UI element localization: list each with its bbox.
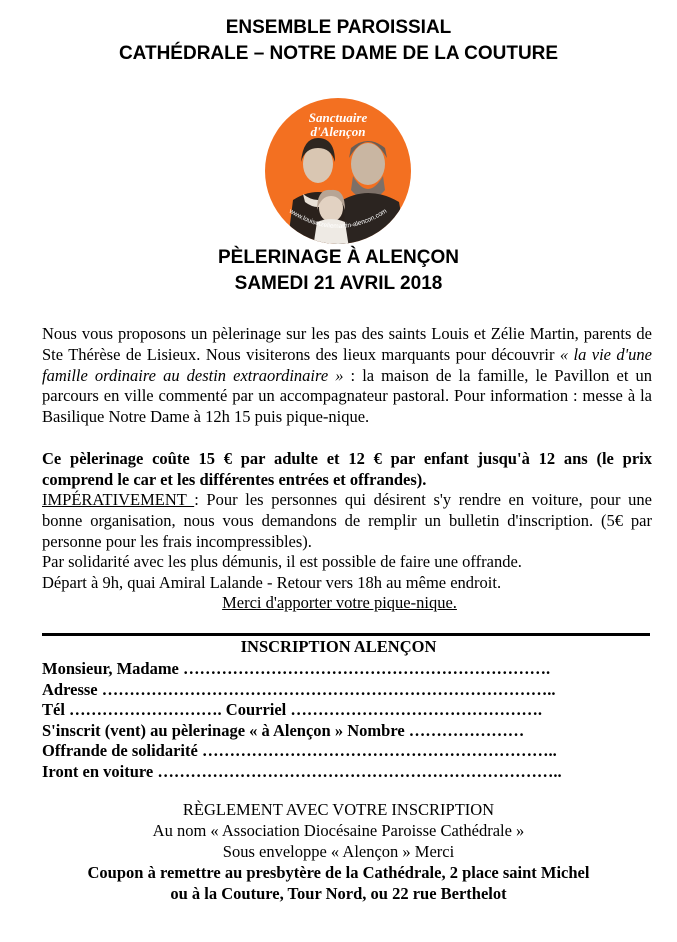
logo-title-1: Sanctuaire [308, 110, 368, 125]
form-field-car[interactable]: Iront en voiture ……………………………………………………………….. [42, 762, 562, 781]
form-field-registration[interactable]: S'inscrit (vent) au pèlerinage « à Alençon » Nombre ………………… [42, 721, 525, 740]
payment-envelope: Sous enveloppe « Alençon » Merci [222, 842, 455, 861]
solidarity-text: Par solidarité avec les plus démunis, il est possible de faire une offrande. [42, 552, 522, 571]
form-field-phone-email[interactable]: Tél ………………………. Courriel ………………………………………. [42, 700, 543, 719]
coupon-instructions-1: Coupon à remettre au presbytère de la Cathédrale, 2 place saint Michel [87, 863, 590, 882]
intro-part-1: Nous vous proposons un pèlerinage sur les pas des saints Louis et Zélie Martin, parents de Ste Thérèse de Lisieux. Nous visiterons des lieux marquants pour découvrir [42, 324, 652, 364]
form-field-offering[interactable]: Offrande de solidarité ……………………………………………………….. [42, 741, 557, 760]
header-line-1: ENSEMBLE PAROISSIAL [225, 17, 452, 38]
form-field-address[interactable]: Adresse ……………………………………………………………………….. [42, 680, 556, 699]
payment-heading: RÈGLEMENT AVEC VOTRE INSCRIPTION [182, 800, 495, 819]
price-paragraph: Ce pèlerinage coûte 15 € par adulte et 12 € par enfant jusqu'à 12 ans (le prix comprend le car et les différentes entrées et offrandes). [42, 449, 652, 489]
picnic-note: Merci d'apporter votre pique-nique. [222, 593, 457, 612]
payment-payee: Au nom « Association Diocésaine Paroisse Cathédrale » [152, 821, 525, 840]
section-divider [42, 633, 650, 636]
logo-url: www.louisetzeliemartin-alencon.com [287, 207, 389, 231]
header-line-2: CATHÉDRALE – NOTRE DAME DE LA COUTURE [118, 43, 559, 64]
departure-text: Départ à 9h, quai Amiral Lalande - Retour vers 18h au même endroit. [42, 573, 502, 592]
pilgrimage-title: PÈLERINAGE À ALENÇON [217, 247, 460, 268]
logo-title-2: d'Alençon [310, 124, 366, 139]
pilgrimage-date: SAMEDI 21 AVRIL 2018 [234, 273, 443, 294]
coupon-instructions-2: ou à la Couture, Tour Nord, ou 22 rue Berthelot [170, 884, 507, 903]
imperative-text: : Pour les personnes qui désirent s'y rendre en voiture, pour une bonne organisation, nous vous demandons de remplir un bulletin d'inscription. (5€ par personne pour les frais incompressibles). [42, 490, 653, 551]
imperative-paragraph [42, 490, 652, 552]
form-title: INSCRIPTION ALENÇON [240, 637, 437, 656]
intro-quote: « la vie d'une famille ordinaire au destin extraordinaire » [42, 344, 652, 385]
intro-part-2: : la maison de la famille, le Pavillon et un parcours en ville commenté par un accompagnateur pastoral. Pour information : messe à la Basilique Notre Dame à 12h 15 puis pique-nique. [42, 365, 652, 427]
intro-paragraph [42, 324, 652, 428]
sanctuary-logo [265, 98, 411, 244]
form-field-name[interactable]: Monsieur, Madame …………………………………………………………. [42, 659, 551, 678]
imperative-label: IMPÉRATIVEMENT [42, 490, 195, 509]
